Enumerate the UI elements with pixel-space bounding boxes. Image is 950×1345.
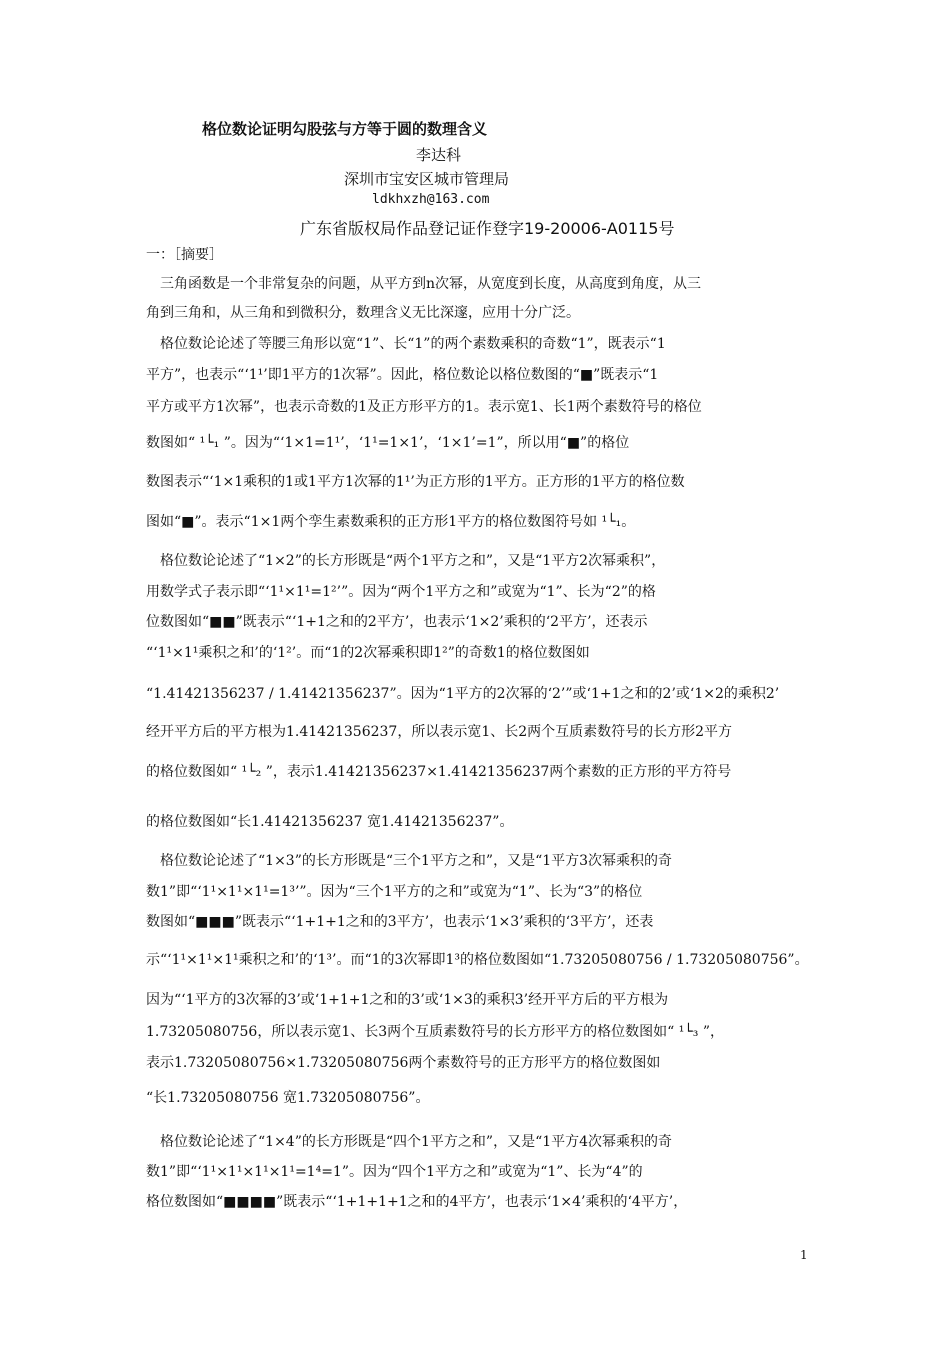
- paragraph-line: 平方或平方1次幂”，也表示奇数的1及正方形平方的1。表示宽1、长1两个素数符号的格位: [146, 399, 702, 415]
- paragraph-line: 图如“■”。表示“1×1两个孪生素数乘积的正方形1平方的格位数图符号如 ¹└₁。: [146, 514, 636, 530]
- email: ldkhxzh@163.com: [372, 192, 490, 207]
- paragraph-line: 示“‘1¹×1¹×1¹乘积之和’的‘1³’。而“1的3次幂即1³的格位数图如“1.73205080756 / 1.73205080756”。: [146, 952, 809, 968]
- paragraph-line: 用数学式子表示即“‘1¹×1¹=1²’”。因为“两个1平方之和”或宽为“1”、长为“2”的格: [146, 584, 656, 600]
- paragraph-line: 格位数论论述了“1×2”的长方形既是“两个1平方之和”，又是“1平方2次幂乘积”，: [160, 553, 666, 569]
- paragraph-line: 经开平方后的平方根为1.41421356237，所以表示宽1、长2两个互质素数符号的长方形2平方: [146, 724, 733, 740]
- paragraph-line: 因为“‘1平方的3次幂的3’或‘1+1+1之和的3’或‘1×3的乘积3’经开平方后的平方根为: [146, 992, 669, 1008]
- paragraph-line: 格位数论论述了“1×3”的长方形既是“三个1平方之和”，又是“1平方3次幂乘积的奇: [160, 853, 673, 869]
- paragraph-line: 位数图如“■■”既表示“‘1+1之和的2平方’，也表示‘1×2’乘积的‘2平方’，还表示: [146, 614, 648, 630]
- registration-number: 广东省版权局作品登记证作登字19-20006-A0115号: [300, 219, 675, 238]
- paragraph-line: “长1.73205080756 宽1.73205080756”。: [146, 1090, 430, 1106]
- paragraph-line: 表示1.73205080756×1.73205080756两个素数符号的正方形平方的格位数图如: [146, 1055, 661, 1071]
- author: 李达科: [416, 146, 462, 164]
- organization: 深圳市宝安区城市管理局: [344, 170, 510, 188]
- paragraph-line: “1.41421356237 / 1.41421356237”。因为“1平方的2次幂的‘2’”或‘1+1之和的2’或‘1×2的乘积2’: [146, 686, 780, 702]
- paragraph-line: 1.73205080756，所以表示宽1、长3两个互质素数符号的长方形平方的格位数图如“ ¹└₃ ”，: [146, 1024, 725, 1040]
- paragraph-line: 数1”即“‘1¹×1¹×1¹×1¹=1⁴=1”。因为“四个1平方之和”或宽为“1”、长为“4”的: [146, 1164, 643, 1180]
- paragraph-line: 三角函数是一个非常复杂的问题，从平方到n次幂，从宽度到长度，从高度到角度，从三: [160, 276, 702, 292]
- paragraph-line: 格位数图如“■■■■”既表示“‘1+1+1+1之和的4平方’，也表示‘1×4’乘积的‘4平方’，: [146, 1194, 688, 1210]
- paragraph-line: 数图如“ ¹└₁ ”。因为“‘1×1=1¹’，‘1¹=1×1’，‘1×1’=1”，所以用“■”的格位: [146, 435, 630, 451]
- paragraph-line: 格位数论论述了“1×4”的长方形既是“四个1平方之和”，又是“1平方4次幂乘积的奇: [160, 1134, 673, 1150]
- paragraph-line: 数1”即“‘1¹×1¹×1¹=1³’”。因为“三个1平方的之和”或宽为“1”、长为“3”的格位: [146, 884, 643, 900]
- paragraph-line: 角到三角和，从三角和到微积分，数理含义无比深邃，应用十分广泛。: [146, 305, 580, 321]
- page-number: 1: [800, 1248, 808, 1262]
- paragraph-line: 的格位数图如“长1.41421356237 宽1.41421356237”。: [146, 814, 514, 830]
- paragraph-line: 数图如“■■■”既表示“‘1+1+1之和的3平方’，也表示‘1×3’乘积的‘3平方’，还表: [146, 914, 654, 930]
- page-title: 格位数论证明勾股弦与方等于圆的数理含义: [202, 120, 488, 138]
- paragraph-line: 平方”，也表示“‘1¹’即1平方的1次幂”。因此，格位数论以格位数图的“■”既表示“1: [146, 367, 659, 383]
- section-heading: 一：［摘要］: [146, 247, 223, 263]
- paragraph-line: 数图表示“‘1×1乘积的1或1平方1次幂的1¹’为正方形的1平方。正方形的1平方的格位数: [146, 474, 685, 490]
- paragraph-line: 格位数论论述了等腰三角形以宽“1”、长“1”的两个素数乘积的奇数“1”，既表示“1: [160, 336, 666, 352]
- paragraph-line: “‘1¹×1¹乘积之和’的‘1²’。而“1的2次幂乘积即1²”的奇数1的格位数图如: [146, 645, 590, 661]
- paragraph-line: 的格位数图如“ ¹└₂ ”，表示1.41421356237×1.41421356237两个素数的正方形的平方符号: [146, 764, 732, 780]
